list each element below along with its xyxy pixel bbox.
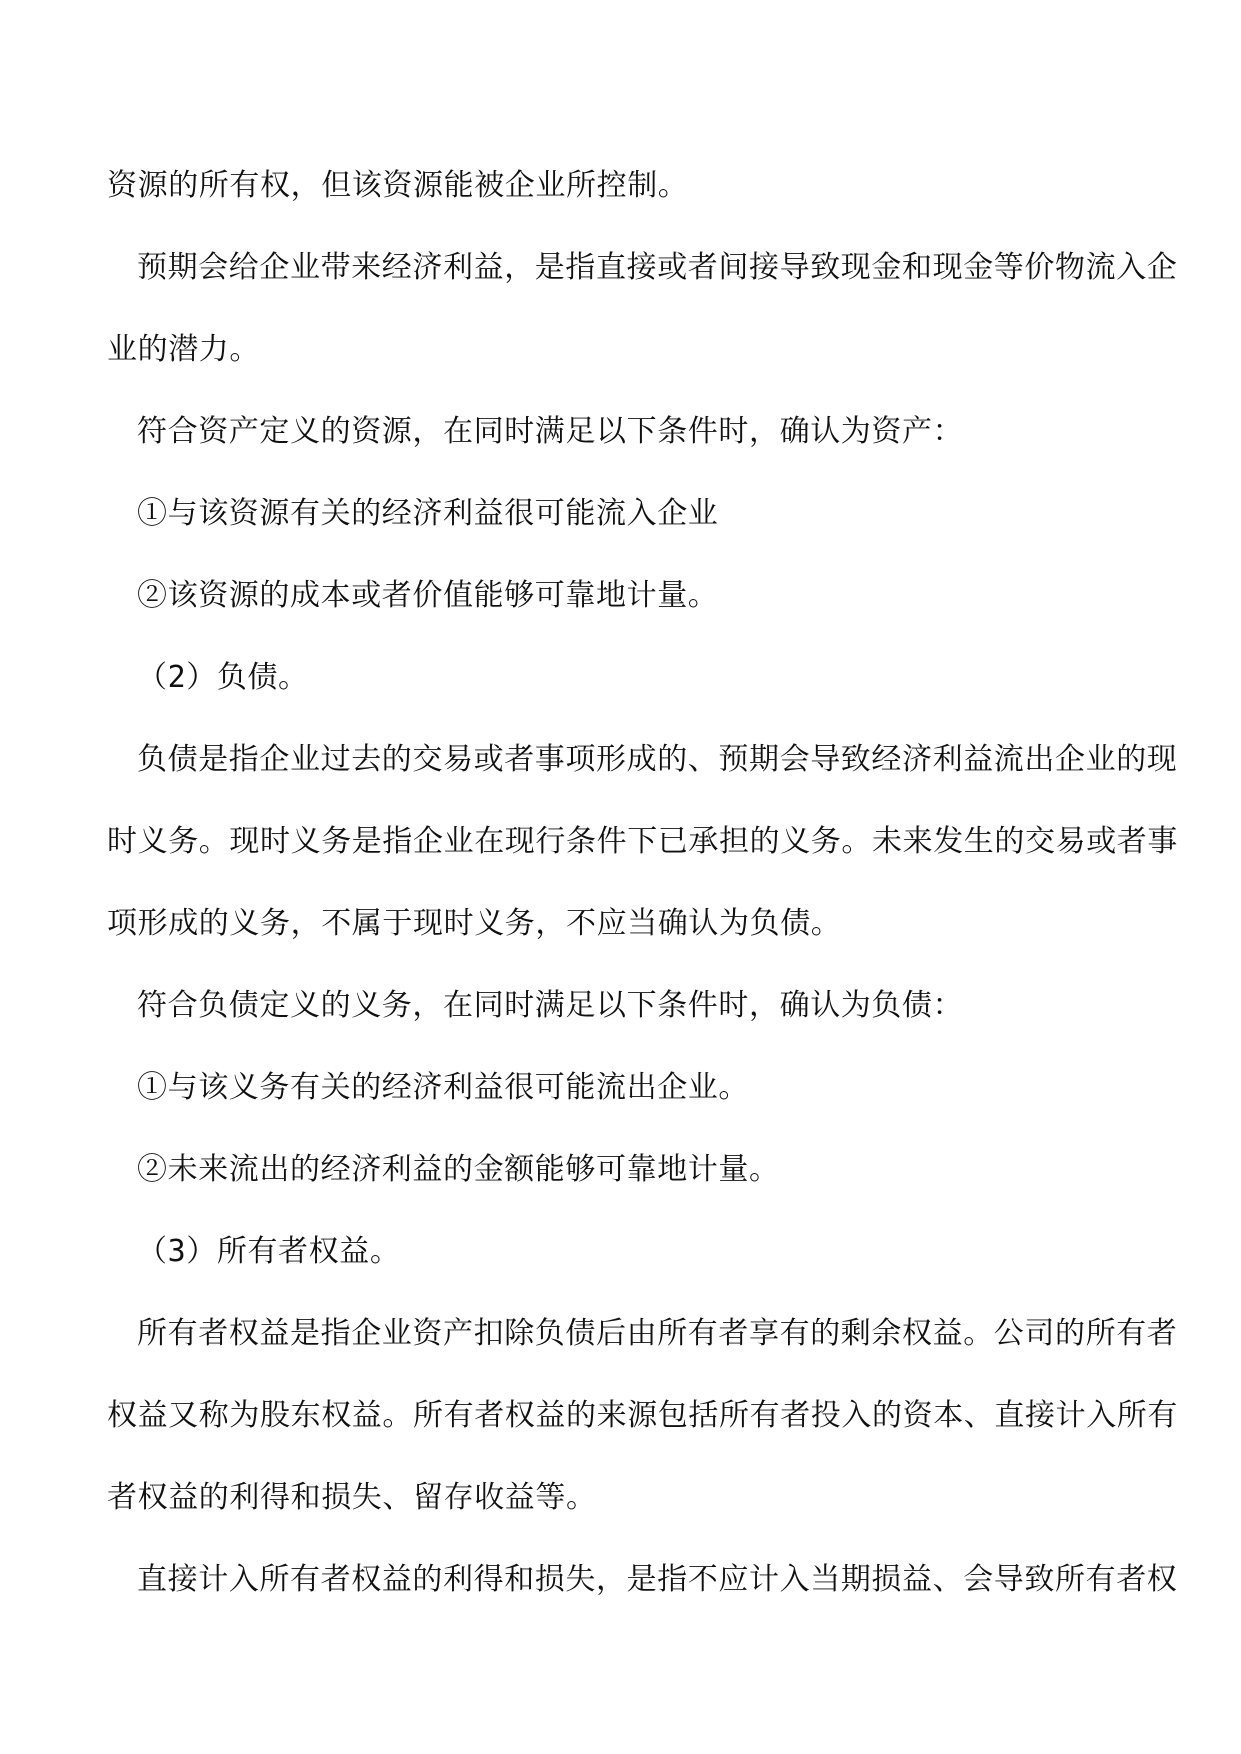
section-heading: （3）所有者权益。 (137, 1234, 401, 1269)
text-line: 业的潜力。 (107, 332, 260, 367)
text-line: 符合资产定义的资源，在同时满足以下条件时，确认为资产： (137, 414, 964, 449)
text-line: 负债是指企业过去的交易或者事项形成的、预期会导致经济利益流出企业的现 (137, 742, 1178, 777)
text-line: 资源的所有权，但该资源能被企业所控制。 (107, 168, 689, 203)
text-line: 预期会给企业带来经济利益，是指直接或者间接导致现金和现金等价物流入企 (137, 250, 1178, 285)
section-heading: （2）负债。 (137, 660, 309, 695)
text-line: ②该资源的成本或者价值能够可靠地计量。 (137, 578, 719, 613)
text-line: 直接计入所有者权益的利得和损失，是指不应计入当期损益、会导致所有者权 (137, 1562, 1178, 1597)
text-line: 权益又称为股东权益。所有者权益的来源包括所有者投入的资本、直接计入所有 (107, 1398, 1178, 1433)
text-line: 所有者权益是指企业资产扣除负债后由所有者享有的剩余权益。公司的所有者 (137, 1316, 1178, 1351)
text-line: ①与该资源有关的经济利益很可能流入企业 (137, 496, 719, 531)
text-line: 符合负债定义的义务，在同时满足以下条件时，确认为负债： (137, 988, 964, 1023)
text-line: ①与该义务有关的经济利益很可能流出企业。 (137, 1070, 749, 1105)
text-line: 者权益的利得和损失、留存收益等。 (107, 1480, 597, 1515)
text-line: 项形成的义务，不属于现时义务，不应当确认为负债。 (107, 906, 842, 941)
text-line: 时义务。现时义务是指企业在现行条件下已承担的义务。未来发生的交易或者事 (107, 824, 1178, 859)
text-line: ②未来流出的经济利益的金额能够可靠地计量。 (137, 1152, 780, 1187)
